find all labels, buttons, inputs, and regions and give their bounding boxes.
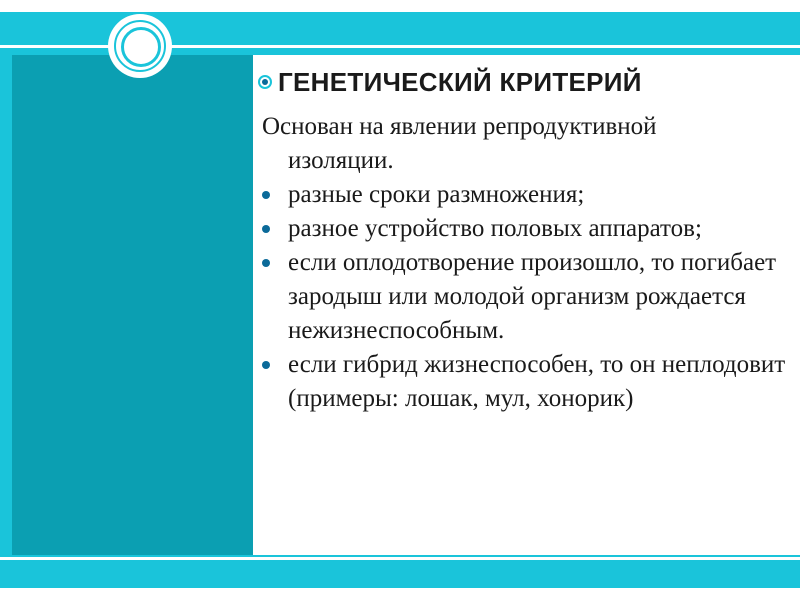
heading-text: ГЕНЕТИЧЕСКИЙ КРИТЕРИЙ (278, 66, 642, 97)
list-item (262, 212, 798, 246)
slide-heading (258, 62, 798, 102)
list-item-text: если гибрид жизнеспособен, то он неплодовит (примеры: лошак, мул, хонорик) (288, 351, 786, 412)
bottom-stripe (0, 557, 800, 560)
list-item (262, 178, 798, 212)
dot-bullet-icon (262, 259, 270, 267)
list-item (262, 348, 798, 416)
criteria-list (262, 178, 798, 416)
concentric-circles-icon (108, 14, 172, 78)
dot-bullet-icon (262, 191, 270, 199)
dot-bullet-icon (262, 225, 270, 233)
list-item (262, 246, 798, 348)
intro-line-2: изоляции. (288, 147, 394, 174)
left-panel (12, 55, 253, 555)
emblem-inner-ring (121, 27, 161, 67)
ring-bullet-icon (258, 75, 272, 89)
slide-body (262, 110, 798, 416)
list-item-text: разные сроки размножения; (288, 181, 585, 208)
intro-paragraph (262, 110, 798, 178)
list-item-text: если оплодотворение произошло, то погибает зародыш или молодой организм рождается нежизнеспособным. (288, 249, 777, 344)
list-item-text: разное устройство половых аппаратов; (288, 215, 702, 242)
intro-line-1: Основан на явлении репродуктивной (262, 113, 657, 140)
dot-bullet-icon (262, 361, 270, 369)
